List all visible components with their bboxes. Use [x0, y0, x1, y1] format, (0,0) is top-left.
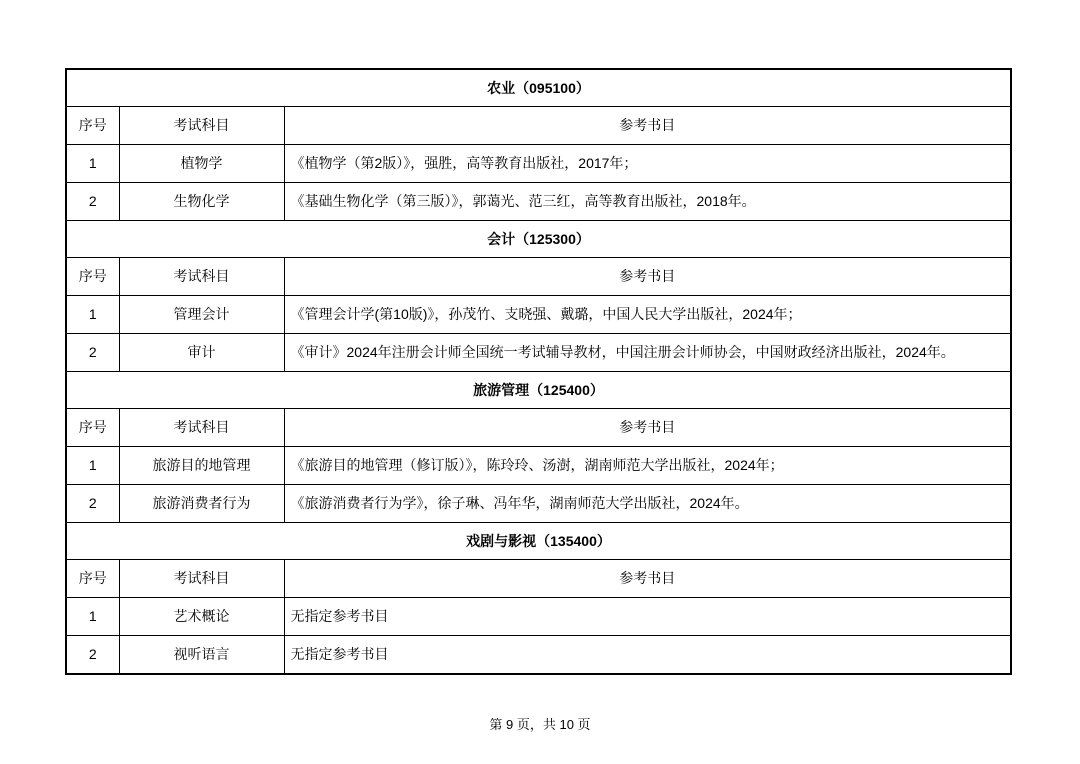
- exam-subject-cell: 管理会计: [119, 296, 284, 334]
- row-number-cell: 1: [66, 598, 119, 636]
- column-header-subject: 考试科目: [119, 258, 284, 296]
- row-number-cell: 1: [66, 296, 119, 334]
- column-header-no: 序号: [66, 409, 119, 447]
- reference-books-cell: 《管理会计学(第10版)》，孙茂竹、支晓强、戴璐，中国人民大学出版社，2024年；: [284, 296, 1011, 334]
- column-header-subject: 考试科目: [119, 107, 284, 145]
- reference-books-cell: 《旅游目的地管理（修订版）》，陈玲玲、汤澍，湖南师范大学出版社，2024年；: [284, 447, 1011, 485]
- row-number-cell: 2: [66, 183, 119, 221]
- section-title: 戏剧与影视（135400）: [66, 523, 1011, 560]
- column-header-subject: 考试科目: [119, 409, 284, 447]
- table-row: [66, 183, 1011, 221]
- section-title-row: [66, 523, 1011, 560]
- column-header-books: 参考书目: [284, 258, 1011, 296]
- column-header-books: 参考书目: [284, 560, 1011, 598]
- reference-books-cell: 《植物学（第2版）》，强胜，高等教育出版社，2017年；: [284, 145, 1011, 183]
- section-title: 农业（095100）: [66, 69, 1011, 107]
- exam-subject-cell: 视听语言: [119, 636, 284, 675]
- column-header-row: [66, 560, 1011, 598]
- table-row: [66, 334, 1011, 372]
- reference-books-cell: 《旅游消费者行为学》，徐子琳、冯年华，湖南师范大学出版社，2024年。: [284, 485, 1011, 523]
- column-header-no: 序号: [66, 560, 119, 598]
- column-header-row: [66, 409, 1011, 447]
- column-header-subject: 考试科目: [119, 560, 284, 598]
- row-number-cell: 2: [66, 334, 119, 372]
- exam-subject-cell: 植物学: [119, 145, 284, 183]
- exam-subject-cell: 艺术概论: [119, 598, 284, 636]
- column-header-books: 参考书目: [284, 409, 1011, 447]
- row-number-cell: 1: [66, 447, 119, 485]
- table-row: [66, 447, 1011, 485]
- exam-reference-table: [65, 68, 1012, 675]
- table-body: [66, 69, 1011, 674]
- section-title-row: [66, 372, 1011, 409]
- column-header-row: [66, 258, 1011, 296]
- exam-subject-cell: 旅游消费者行为: [119, 485, 284, 523]
- table-row: [66, 145, 1011, 183]
- exam-subject-cell: 审计: [119, 334, 284, 372]
- reference-books-cell: 无指定参考书目: [284, 598, 1011, 636]
- table-row: [66, 296, 1011, 334]
- column-header-no: 序号: [66, 107, 119, 145]
- row-number-cell: 2: [66, 636, 119, 675]
- column-header-row: [66, 107, 1011, 145]
- column-header-no: 序号: [66, 258, 119, 296]
- section-title-row: [66, 221, 1011, 258]
- reference-books-cell: 《基础生物化学（第三版）》，郭蔼光、范三红，高等教育出版社，2018年。: [284, 183, 1011, 221]
- page-number-footer: 第 9 页，共 10 页: [489, 717, 591, 732]
- exam-subject-cell: 生物化学: [119, 183, 284, 221]
- table-row: [66, 598, 1011, 636]
- exam-subject-cell: 旅游目的地管理: [119, 447, 284, 485]
- section-title: 会计（125300）: [66, 221, 1011, 258]
- reference-books-cell: 无指定参考书目: [284, 636, 1011, 675]
- column-header-books: 参考书目: [284, 107, 1011, 145]
- section-title: 旅游管理（125400）: [66, 372, 1011, 409]
- row-number-cell: 2: [66, 485, 119, 523]
- table-row: [66, 485, 1011, 523]
- row-number-cell: 1: [66, 145, 119, 183]
- table-row: [66, 636, 1011, 675]
- section-title-row: [66, 69, 1011, 107]
- reference-books-cell: 《审计》2024年注册会计师全国统一考试辅导教材，中国注册会计师协会，中国财政经济出版社，2024年。: [284, 334, 1011, 372]
